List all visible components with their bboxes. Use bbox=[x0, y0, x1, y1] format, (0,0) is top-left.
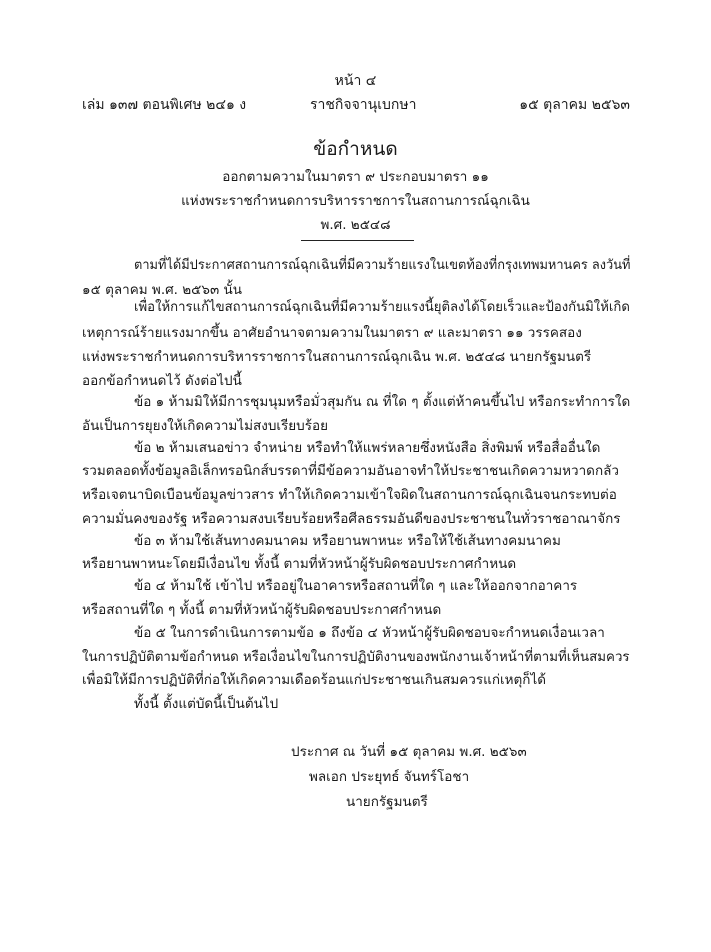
body-line: เพื่อมิให้มีการปฏิบัติที่ก่อให้เกิดความเดือดร้อนแก่ประชาชนเกินสมควรแก่เหตุก็ได้ bbox=[82, 672, 547, 688]
body-line: รวมตลอดทั้งข้อมูลอิเล็กทรอนิกส์บรรดาที่มีข้อความอันอาจทำให้ประชาชนเกิดความหวาดกลัว bbox=[82, 463, 619, 479]
body-line: อันเป็นการยุยงให้เกิดความไม่สงบเรียบร้อย bbox=[82, 418, 329, 434]
signatory-position: นายกรัฐมนตรี bbox=[346, 794, 428, 810]
body-line: ออกข้อกำหนดไว้ ดังต่อไปนี้ bbox=[82, 373, 242, 389]
body-line: เหตุการณ์ร้ายแรงมากขึ้น อาศัยอำนาจตามความในมาตรา ๙ และมาตรา ๑๑ วรรคสอง bbox=[82, 325, 582, 341]
gazette-header bbox=[82, 94, 630, 112]
body-line: เพื่อให้การแก้ไขสถานการณ์ฉุกเฉินที่มีความร้ายแรงนี้ยุติลงได้โดยเร็วและป้องกันมิให้เกิด bbox=[134, 299, 630, 315]
announcement-date: ประกาศ ณ วันที่ ๑๕ ตุลาคม พ.ศ. ๒๕๖๓ bbox=[291, 744, 527, 760]
body-line: ๑๕ ตุลาคม พ.ศ. ๒๕๖๓ นั้น bbox=[82, 282, 242, 298]
body-line: หรือเจตนาบิดเบือนข้อมูลข่าวสาร ทำให้เกิดความเข้าใจผิดในสถานการณ์ฉุกเฉินจนกระทบต่อ bbox=[82, 487, 617, 503]
book-issue: เล่ม ๑๓๗ ตอนพิเศษ ๒๔๑ ง bbox=[82, 97, 247, 113]
body-line: ข้อ ๒ ห้ามเสนอข่าว จำหน่าย หรือทำให้แพร่หลายซึ่งหนังสือ สิ่งพิมพ์ หรือสื่ออื่นใด bbox=[134, 440, 601, 456]
gazette-name: ราชกิจจานุเบกษา bbox=[310, 97, 417, 113]
gazette-date: ๑๕ ตุลาคม ๒๕๖๓ bbox=[519, 97, 630, 113]
body-line: ข้อ ๔ ห้ามใช้ เข้าไป หรืออยู่ในอาคารหรือสถานที่ใด ๆ และให้ออกจากอาคาร bbox=[134, 578, 578, 594]
body-line: ข้อ ๓ ห้ามใช้เส้นทางคมนาคม หรือยานพาหนะ หรือให้ใช้เส้นทางคมนาคม bbox=[134, 533, 561, 549]
subtitle-line: พ.ศ. ๒๕๔๘ bbox=[320, 217, 391, 233]
subtitle-line: ออกตามความในมาตรา ๙ ประกอบมาตรา ๑๑ bbox=[222, 169, 489, 185]
title-divider bbox=[301, 240, 414, 241]
signatory-name: พลเอก ประยุทธ์ จันทร์โอชา bbox=[309, 769, 470, 785]
body-line: หรือยานพาหนะโดยมีเงื่อนไข ทั้งนี้ ตามที่หัวหน้าผู้รับผิดชอบประกาศกำหนด bbox=[82, 556, 517, 572]
body-line: แห่งพระราชกำหนดการบริหารราชการในสถานการณ์ฉุกเฉิน พ.ศ. ๒๕๔๘ นายกรัฐมนตรี bbox=[82, 349, 592, 365]
body-line: ข้อ ๑ ห้ามมิให้มีการชุมนุมหรือมั่วสุมกัน ณ ที่ใด ๆ ตั้งแต่ห้าคนขึ้นไป หรือกระทำการใด bbox=[134, 394, 631, 410]
body-line: หรือสถานที่ใด ๆ ทั้งนี้ ตามที่หัวหน้าผู้รับผิดชอบประกาศกำหนด bbox=[82, 602, 442, 618]
body-line: ทั้งนี้ ตั้งแต่บัดนี้เป็นต้นไป bbox=[134, 696, 279, 712]
body-line: ตามที่ได้มีประกาศสถานการณ์ฉุกเฉินที่มีความร้ายแรงในเขตท้องที่กรุงเทพมหานคร ลงวันที่ bbox=[134, 257, 631, 273]
body-line: ความมั่นคงของรัฐ หรือความสงบเรียบร้อยหรือศีลธรรมอันดีของประชาชนในทั่วราชอาณาจักร bbox=[82, 511, 621, 527]
body-line: ในการปฏิบัติตามข้อกำหนด หรือเงื่อนไขในการปฏิบัติงานของพนักงานเจ้าหน้าที่ตามที่เห็นสมควร bbox=[82, 649, 630, 665]
document-title: ข้อกำหนด bbox=[313, 138, 398, 160]
body-line: ข้อ ๕ ในการดำเนินการตามข้อ ๑ ถึงข้อ ๔ หัวหน้าผู้รับผิดชอบจะกำหนดเงื่อนเวลา bbox=[134, 625, 605, 641]
page-number: หน้า ๔ bbox=[334, 73, 377, 89]
subtitle-line: แห่งพระราชกำหนดการบริหารราชการในสถานการณ์ฉุกเฉิน bbox=[181, 193, 530, 209]
